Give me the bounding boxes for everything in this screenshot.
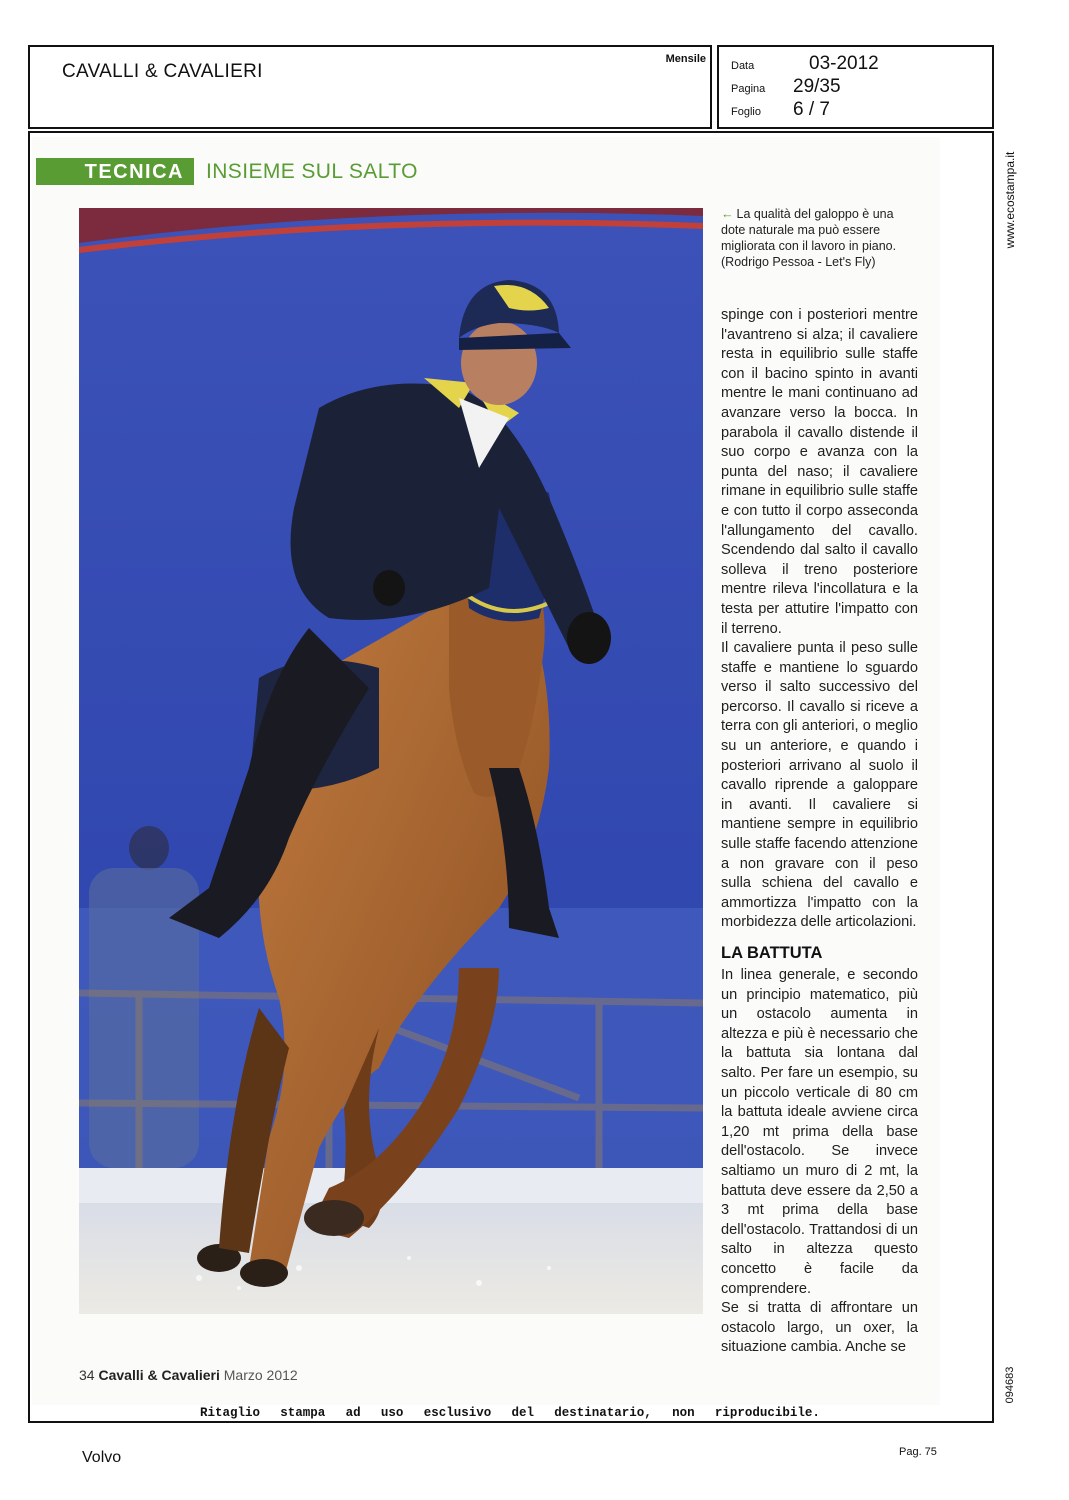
header-publication-box bbox=[28, 45, 712, 129]
paragraph-1: spinge con i posteriori mentre l'avantreno si alza; il cavaliere resta in equilibrio sulle staffe con il bacino spinto in avanti mentre le mani continuano ad avanzare verso la bocca. In parabola il cavallo distende il suo corpo e avanza con la punta del naso; il cavaliere rimane in equilibrio sulle staffe e con tutto il corpo asseconda l'allungamento del cavallo. Scendendo dal salto il cavallo solleva il treno posteriore mentre rileva l'incollatura e la testa per attutire l'impatto con il terreno. bbox=[721, 307, 918, 637]
notice-word: del bbox=[511, 1406, 534, 1420]
article-photo bbox=[79, 208, 703, 1314]
notice-word: riproducibile. bbox=[714, 1406, 820, 1420]
pagina-value: 29/35 bbox=[793, 76, 841, 97]
arrow-left-icon: ← bbox=[721, 207, 734, 221]
notice-word: destinatario, bbox=[554, 1406, 652, 1420]
foglio-label: Foglio bbox=[731, 106, 761, 118]
meta-row-foglio bbox=[731, 99, 830, 121]
article-body-part1 bbox=[721, 306, 918, 933]
section-tag: TECNICA bbox=[36, 158, 194, 185]
notice-word: ad bbox=[345, 1406, 361, 1420]
notice-word: Ritaglio bbox=[200, 1406, 261, 1420]
side-url bbox=[1003, 145, 1017, 255]
folio-issue: Marzo 2012 bbox=[223, 1367, 298, 1383]
page-folio bbox=[79, 1367, 298, 1383]
paragraph-2: Il cavaliere punta il peso sulle staffe e mantiene lo sguardo verso il salto successivo del percorso. Il cavallo si riceve a terra con gli anteriori, o meglio su un anteriore, e quando i posteriori arrivano al suolo il cavallo riprende a galoppare in avanti. Il cavaliere si mantiene sempre in equilibrio sulle staffe facendo attenzione a non gravare con il peso sulla schiena del cavallo e ammortizza l'impatto con la morbidezza delle articolazioni. bbox=[721, 640, 918, 931]
side-code-text: 094683 bbox=[1004, 1366, 1016, 1404]
paragraph-4: Se si tratta di affrontare un ostacolo largo, un oxer, la situazione cambia. Anche se bbox=[721, 1300, 918, 1356]
data-label: Data bbox=[731, 60, 755, 72]
foglio-value: 6 / 7 bbox=[793, 99, 830, 120]
data-value: 03-2012 bbox=[809, 53, 879, 74]
section-title: INSIEME SUL SALTO bbox=[206, 160, 418, 183]
publication-name: CAVALLI & CAVALIERI bbox=[62, 61, 263, 82]
article-body-part2 bbox=[721, 966, 918, 1358]
meta-row-pagina bbox=[731, 76, 841, 98]
reproduction-notice bbox=[200, 1406, 820, 1420]
header-meta-box bbox=[717, 45, 994, 129]
notice-word: stampa bbox=[280, 1406, 326, 1420]
pagina-label: Pagina bbox=[731, 83, 766, 95]
notice-word: esclusivo bbox=[423, 1406, 492, 1420]
notice-word: non bbox=[672, 1406, 695, 1420]
page-reference: Pag. 75 bbox=[899, 1446, 937, 1458]
client-name: Volvo bbox=[82, 1449, 122, 1466]
photo-caption bbox=[721, 206, 921, 270]
notice-word: uso bbox=[380, 1406, 404, 1420]
folio-page-number: 34 bbox=[79, 1367, 95, 1383]
subheading: LA BATTUTA bbox=[721, 944, 823, 962]
side-code bbox=[1003, 1360, 1017, 1410]
publication-frequency: Mensile bbox=[665, 53, 706, 65]
caption-text: La qualità del galoppo è una dote naturale ma può essere migliorata con il lavoro in piano. (Rodrigo Pessoa - Let's Fly) bbox=[721, 207, 897, 269]
folio-magazine: Cavalli & Cavalieri bbox=[98, 1367, 220, 1383]
meta-row-data bbox=[731, 53, 879, 75]
paragraph-3: In linea generale, e secondo un principio matematico, più un ostacolo aumenta in altezza e più è necessario che la battuta sia lontana dal salto. Per fare un esempio, su un piccolo verticale di 80 cm la battuta ideale avviene circa 1,20 mt prima della base dell'ostacolo. Se invece saltiamo un muro di 2 mt, la battuta deve essere da 2,50 a 3 mt prima della base dell'ostacolo. Trattandosi di un salto in altezza questo concetto è facile da comprendere. bbox=[721, 967, 918, 1297]
side-url-text: www.ecostampa.it bbox=[1003, 151, 1017, 249]
